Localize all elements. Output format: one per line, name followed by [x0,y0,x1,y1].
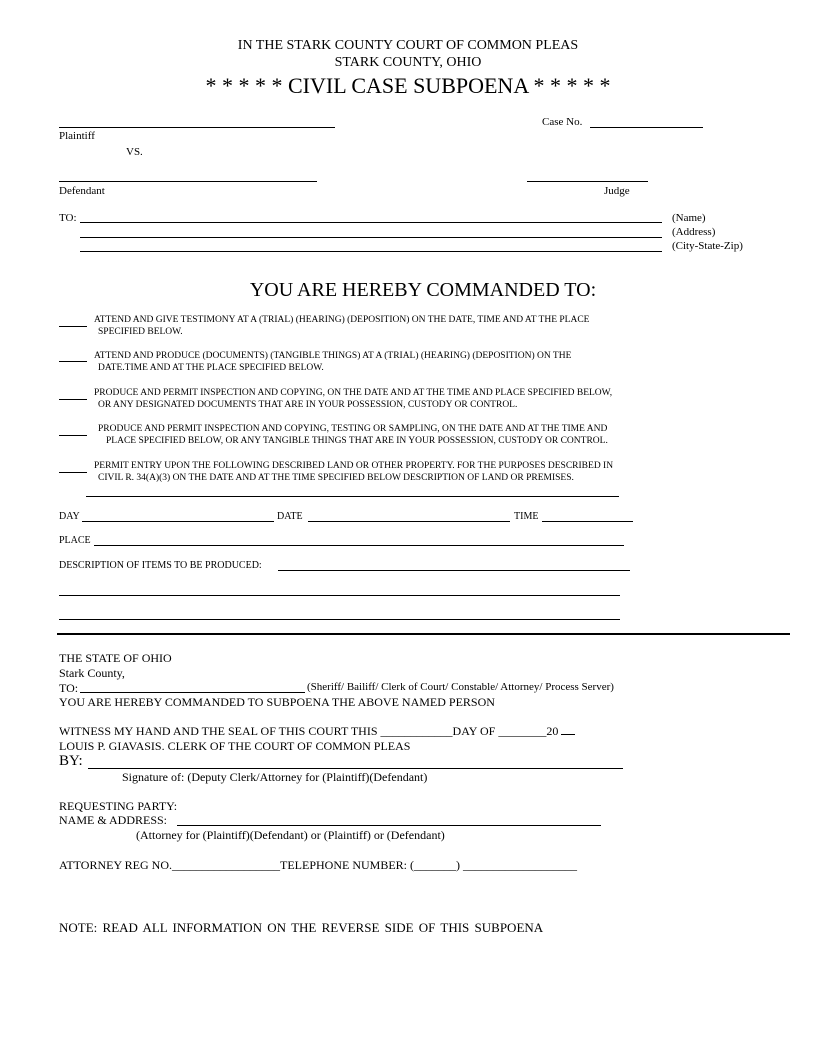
state-of-ohio: THE STATE OF OHIO [59,651,172,665]
requesting-party-label: REQUESTING PARTY: [59,799,178,813]
by-label: BY: [59,753,83,769]
judge-line[interactable] [527,181,648,182]
address-label: (Address) [672,226,716,238]
court-name: IN THE STARK COUNTY COURT OF COMMON PLEAS [237,38,579,53]
to-label: TO: [59,212,77,224]
name-label: (Name) [672,212,706,224]
option-5-checkbox[interactable] [59,464,87,473]
year-field[interactable] [561,726,575,735]
plaintiff-line[interactable] [59,127,335,128]
description-field[interactable] [278,570,630,571]
case-no-field[interactable] [590,127,703,128]
place-label: PLACE [59,535,91,546]
name-address-label: NAME & ADDRESS: [59,813,168,827]
attorney-reg-telephone[interactable]: ATTORNEY REG NO.__________________TELEPHONE NUMBER: (_______) ___________________ [59,858,577,872]
description-label: DESCRIPTION OF ITEMS TO BE PRODUCED: [59,560,262,571]
return-to-field[interactable] [80,692,305,693]
time-field[interactable] [542,521,633,522]
date-label: DATE [277,511,303,522]
clerk-name: LOUIS P. GIAVASIS. CLERK OF THE COURT OF COMMON PLEAS [59,739,411,753]
defendant-line[interactable] [59,181,317,182]
name-address-field[interactable] [177,825,601,826]
defendant-label: Defendant [59,185,105,197]
to-address-line[interactable] [80,237,662,238]
day-field[interactable] [82,521,274,522]
judge-label: Judge [604,185,630,197]
option-4-line2: PLACE SPECIFIED BELOW, OR ANY TANGIBLE THINGS THAT ARE IN YOUR POSSESSION, CUSTODY OR CONTROL. [106,436,608,446]
option-1-line1: ATTEND AND GIVE TESTIMONY AT A (TRIAL) (HEARING) (DEPOSITION) ON THE DATE, TIME AND AT THE PLACE [94,315,590,325]
option-2-line1: ATTEND AND PRODUCE (DOCUMENTS) (TANGIBLE THINGS) AT A (TRIAL) (HEARING) (DEPOSITION) ON THE [94,351,572,361]
date-field[interactable] [308,521,510,522]
section-divider [57,633,790,635]
stark-county: Stark County, [59,666,125,680]
case-no-label: Case No. [542,116,583,128]
time-label: TIME [514,511,539,522]
option-4-line1: PRODUCE AND PERMIT INSPECTION AND COPYING, TESTING OR SAMPLING, ON THE DATE AND AT THE TIME AND [98,424,608,434]
option-4-checkbox[interactable] [59,427,87,436]
vs-label: VS. [126,146,143,158]
attorney-for-label: (Attorney for (Plaintiff)(Defendant) or (Plaintiff) or (Defendant) [136,828,445,842]
county-name: STARK COUNTY, OHIO [334,55,482,70]
option-3-checkbox[interactable] [59,391,87,400]
option-3-line2: OR ANY DESIGNATED DOCUMENTS THAT ARE IN YOUR POSSESSION, CUSTODY OR CONTROL. [98,400,518,410]
option-2-checkbox[interactable] [59,353,87,362]
witness-statement: WITNESS MY HAND AND THE SEAL OF THIS COURT THIS ____________DAY OF ________20 [59,724,559,738]
signature-of-label: Signature of: (Deputy Clerk/Attorney for (Plaintiff)(Defendant) [122,770,428,784]
option-3-line1: PRODUCE AND PERMIT INSPECTION AND COPYING, ON THE DATE AND AT THE TIME AND PLACE SPECIFIED BELOW, [94,388,613,398]
land-description-line[interactable] [86,496,619,497]
city-state-zip-label: (City-State-Zip) [672,240,743,252]
day-label: DAY [59,511,80,522]
signature-field[interactable] [88,768,623,769]
description-line-2[interactable] [59,595,620,596]
description-line-3[interactable] [59,619,620,620]
commanded-text: YOU ARE HEREBY COMMANDED TO SUBPOENA THE ABOVE NAMED PERSON [59,695,495,709]
return-to-roles: (Sheriff/ Bailiff/ Clerk of Court/ Constable/ Attorney/ Process Server) [307,681,614,693]
place-field[interactable] [94,545,624,546]
page-title: * * * * * CIVIL CASE SUBPOENA * * * * * [205,73,611,98]
command-heading: YOU ARE HEREBY COMMANDED TO: [249,279,597,301]
option-1-checkbox[interactable] [59,318,87,327]
witness-text [59,724,575,739]
option-2-line2: DATE.TIME AND AT THE PLACE SPECIFIED BELOW. [98,363,324,373]
to-csz-line[interactable] [80,251,662,252]
option-5-line2: CIVIL R. 34(A)(3) ON THE DATE AND AT THE TIME SPECIFIED BELOW DESCRIPTION OF LAND OR PREMISES. [98,473,574,483]
plaintiff-label: Plaintiff [59,130,95,142]
reverse-side-note: NOTE: READ ALL INFORMATION ON THE REVERSE SIDE OF THIS SUBPOENA [59,920,544,935]
to-name-line[interactable] [80,222,662,223]
option-5-line1: PERMIT ENTRY UPON THE FOLLOWING DESCRIBED LAND OR OTHER PROPERTY. FOR THE PURPOSES DESCRIBED IN [94,461,614,471]
option-1-line2: SPECIFIED BELOW. [98,327,183,337]
return-to-label: TO: [59,681,79,695]
